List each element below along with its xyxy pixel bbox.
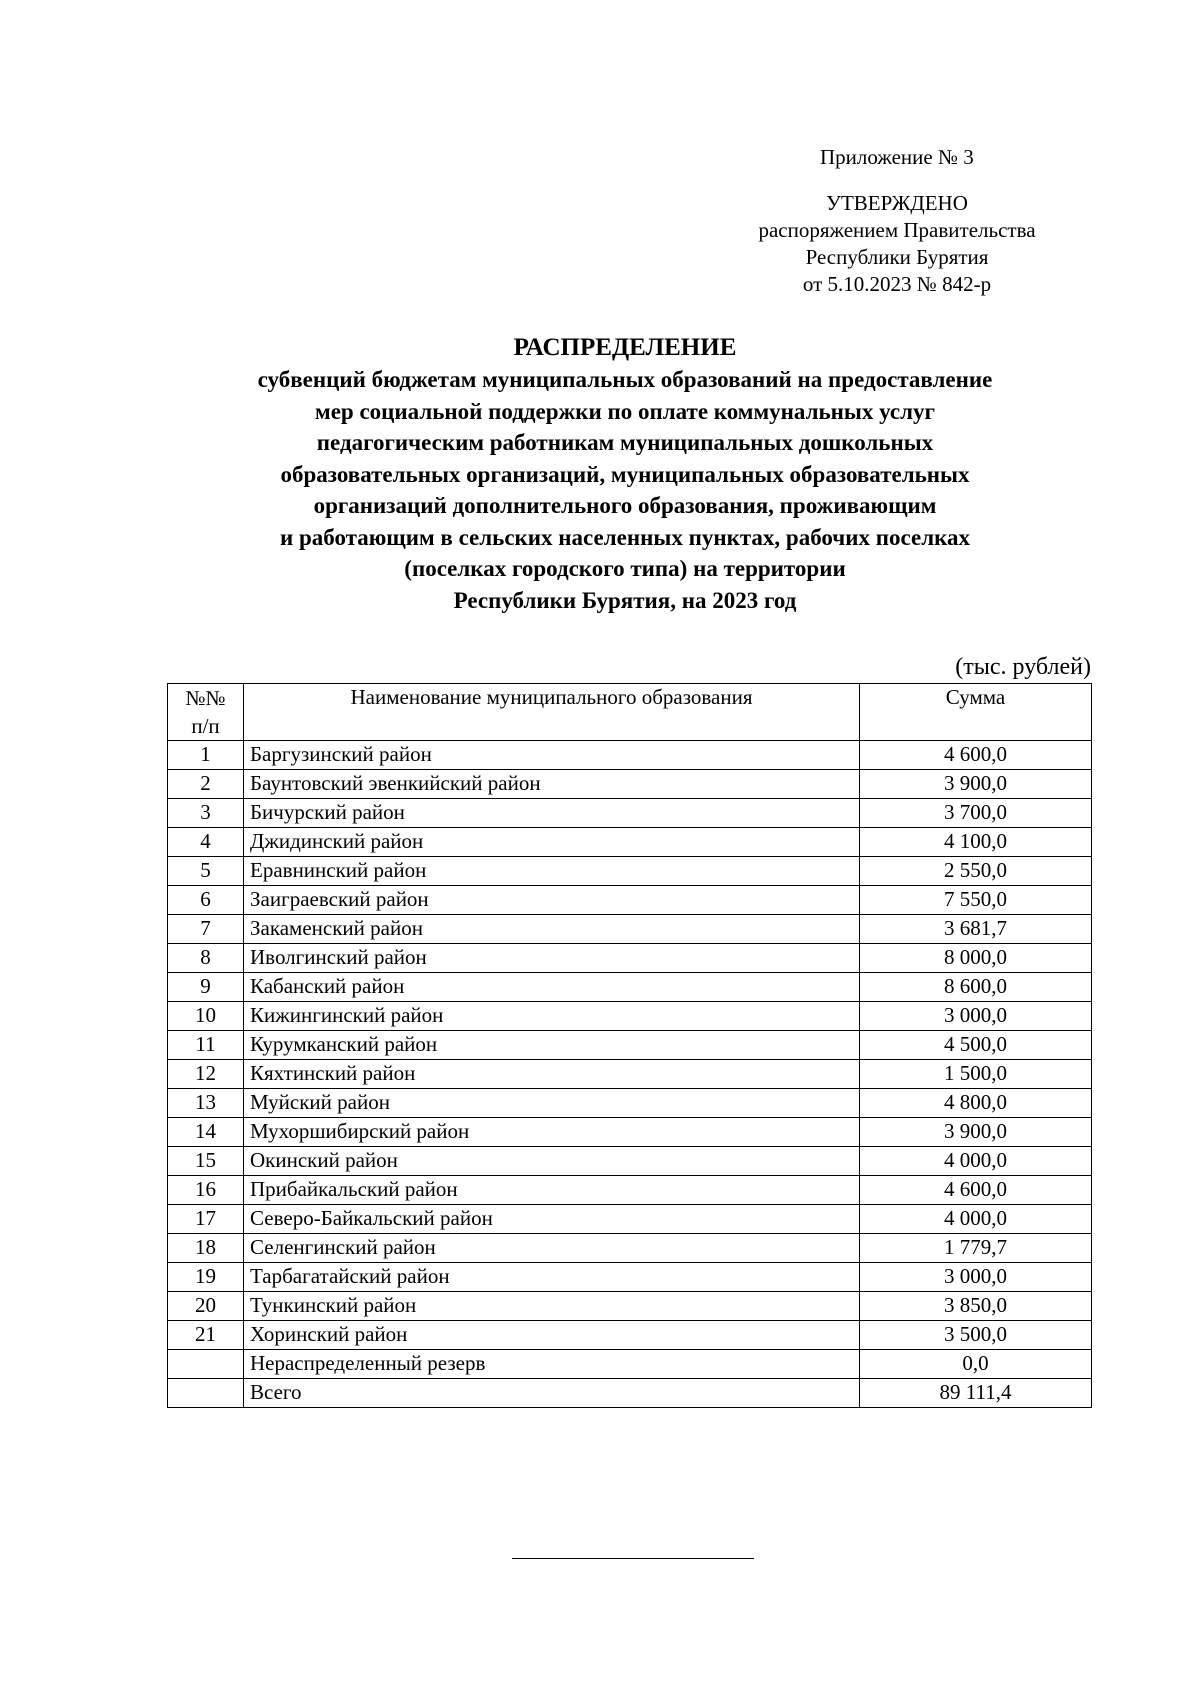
table-row — [168, 973, 1092, 1002]
row-sum: 4 000,0 — [860, 1205, 1092, 1234]
row-number: 7 — [168, 915, 244, 944]
row-number — [168, 1350, 244, 1379]
row-name: Тункинский район — [244, 1292, 860, 1321]
units-label: (тыс. рублей) — [955, 654, 1091, 680]
row-sum: 4 600,0 — [860, 1176, 1092, 1205]
row-number: 2 — [168, 770, 244, 799]
header-number — [168, 684, 244, 741]
subtitle-line: Республики Бурятия, на 2023 год — [453, 587, 797, 613]
row-sum: 1 500,0 — [860, 1060, 1092, 1089]
row-number — [168, 1379, 244, 1408]
row-sum: 3 681,7 — [860, 915, 1092, 944]
row-number: 1 — [168, 741, 244, 770]
table-row — [168, 1292, 1092, 1321]
appendix-label: Приложение № 3 — [820, 145, 974, 169]
row-number: 10 — [168, 1002, 244, 1031]
table-row — [168, 741, 1092, 770]
row-name: Нераспределенный резерв — [244, 1350, 860, 1379]
table-row — [168, 915, 1092, 944]
row-sum: 3 000,0 — [860, 1263, 1092, 1292]
table-row — [168, 1205, 1092, 1234]
subtitle-line: мер социальной поддержки по оплате коммунальных услуг — [315, 398, 935, 424]
row-name: Заиграевский район — [244, 886, 860, 915]
row-sum: 3 850,0 — [860, 1292, 1092, 1321]
row-name: Курумканский район — [244, 1031, 860, 1060]
row-number: 3 — [168, 799, 244, 828]
row-sum: 4 800,0 — [860, 1089, 1092, 1118]
row-number: 4 — [168, 828, 244, 857]
row-sum: 8 000,0 — [860, 944, 1092, 973]
table-header-row — [168, 684, 1092, 741]
row-number: 5 — [168, 857, 244, 886]
row-sum: 1 779,7 — [860, 1234, 1092, 1263]
row-sum: 4 500,0 — [860, 1031, 1092, 1060]
row-name: Северо-Байкальский район — [244, 1205, 860, 1234]
row-sum: 4 100,0 — [860, 828, 1092, 857]
row-name: Муйский район — [244, 1089, 860, 1118]
row-number: 20 — [168, 1292, 244, 1321]
table-row — [168, 886, 1092, 915]
row-name: Кижингинский район — [244, 1002, 860, 1031]
document-title: РАСПРЕДЕЛЕНИЕ — [513, 334, 737, 361]
row-number: 12 — [168, 1060, 244, 1089]
document-subtitle — [100, 364, 1150, 616]
row-sum: 2 550,0 — [860, 857, 1092, 886]
subtitle-line: организаций дополнительного образования, проживающим — [313, 493, 937, 518]
table-row — [168, 770, 1092, 799]
row-number: 11 — [168, 1031, 244, 1060]
table-row — [168, 1379, 1092, 1408]
row-name: Еравнинский район — [244, 857, 860, 886]
subtitle-line: образовательных организаций, муниципальных образовательных — [280, 461, 970, 487]
row-name: Хоринский район — [244, 1321, 860, 1350]
table-row — [168, 1263, 1092, 1292]
row-number: 6 — [168, 886, 244, 915]
table-row — [168, 944, 1092, 973]
row-name: Окинский район — [244, 1147, 860, 1176]
row-name: Кабанский район — [244, 973, 860, 1002]
row-number: 16 — [168, 1176, 244, 1205]
row-number: 19 — [168, 1263, 244, 1292]
row-name: Тарбагатайский район — [244, 1263, 860, 1292]
row-sum: 3 500,0 — [860, 1321, 1092, 1350]
row-sum: 8 600,0 — [860, 973, 1092, 1002]
table-row — [168, 1060, 1092, 1089]
table-row — [168, 1002, 1092, 1031]
table-row — [168, 1350, 1092, 1379]
table-row — [168, 1089, 1092, 1118]
row-number: 14 — [168, 1118, 244, 1147]
row-name: Кяхтинский район — [244, 1060, 860, 1089]
header-number-line1: №№ — [185, 686, 226, 710]
header-name: Наименование муниципального образования — [244, 684, 860, 741]
header-sum: Сумма — [860, 684, 1092, 741]
row-number: 15 — [168, 1147, 244, 1176]
header-number-line2: п/п — [191, 714, 220, 738]
row-name: Баргузинский район — [244, 741, 860, 770]
row-sum: 4 600,0 — [860, 741, 1092, 770]
table-row — [168, 1118, 1092, 1147]
table-row — [168, 799, 1092, 828]
row-name: Баунтовский эвенкийский район — [244, 770, 860, 799]
subtitle-line: и работающим в сельских населенных пунктах, рабочих поселках — [279, 524, 971, 550]
subtitle-line: педагогическим работникам муниципальных дошкольных — [316, 430, 934, 455]
row-sum: 0,0 — [860, 1350, 1092, 1379]
row-name: Всего — [244, 1379, 860, 1408]
row-sum: 3 900,0 — [860, 770, 1092, 799]
subtitle-line: (поселках городского типа) на территории — [404, 556, 846, 581]
row-sum: 3 900,0 — [860, 1118, 1092, 1147]
table-row — [168, 828, 1092, 857]
approval-line: распоряжением Правительства — [758, 218, 1036, 242]
row-name: Бичурский район — [244, 799, 860, 828]
row-name: Закаменский район — [244, 915, 860, 944]
table-body — [168, 741, 1092, 1408]
row-number: 9 — [168, 973, 244, 1002]
table-row — [168, 1147, 1092, 1176]
row-sum: 3 000,0 — [860, 1002, 1092, 1031]
subtitle-line: субвенций бюджетам муниципальных образований на предоставление — [257, 367, 993, 392]
row-name: Иволгинский район — [244, 944, 860, 973]
row-number: 8 — [168, 944, 244, 973]
approval-line: УТВЕРЖДЕНО — [826, 191, 968, 215]
document-title-block — [100, 332, 1150, 616]
row-name: Селенгинский район — [244, 1234, 860, 1263]
row-sum: 3 700,0 — [860, 799, 1092, 828]
row-number: 18 — [168, 1234, 244, 1263]
table-row — [168, 1321, 1092, 1350]
row-sum: 4 000,0 — [860, 1147, 1092, 1176]
table-row — [168, 1176, 1092, 1205]
approval-line: Республики Бурятия — [805, 245, 989, 269]
row-name: Мухоршибирский район — [244, 1118, 860, 1147]
row-number: 21 — [168, 1321, 244, 1350]
table-row — [168, 857, 1092, 886]
row-sum: 89 111,4 — [860, 1379, 1092, 1408]
row-name: Прибайкальский район — [244, 1176, 860, 1205]
approval-line: от 5.10.2023 № 842-р — [802, 272, 992, 296]
table-row — [168, 1234, 1092, 1263]
row-sum: 7 550,0 — [860, 886, 1092, 915]
approval-block — [700, 190, 1094, 298]
row-number: 13 — [168, 1089, 244, 1118]
row-number: 17 — [168, 1205, 244, 1234]
distribution-table — [167, 683, 1092, 1408]
row-name: Джидинский район — [244, 828, 860, 857]
table-row — [168, 1031, 1092, 1060]
footer-rule — [512, 1558, 754, 1559]
